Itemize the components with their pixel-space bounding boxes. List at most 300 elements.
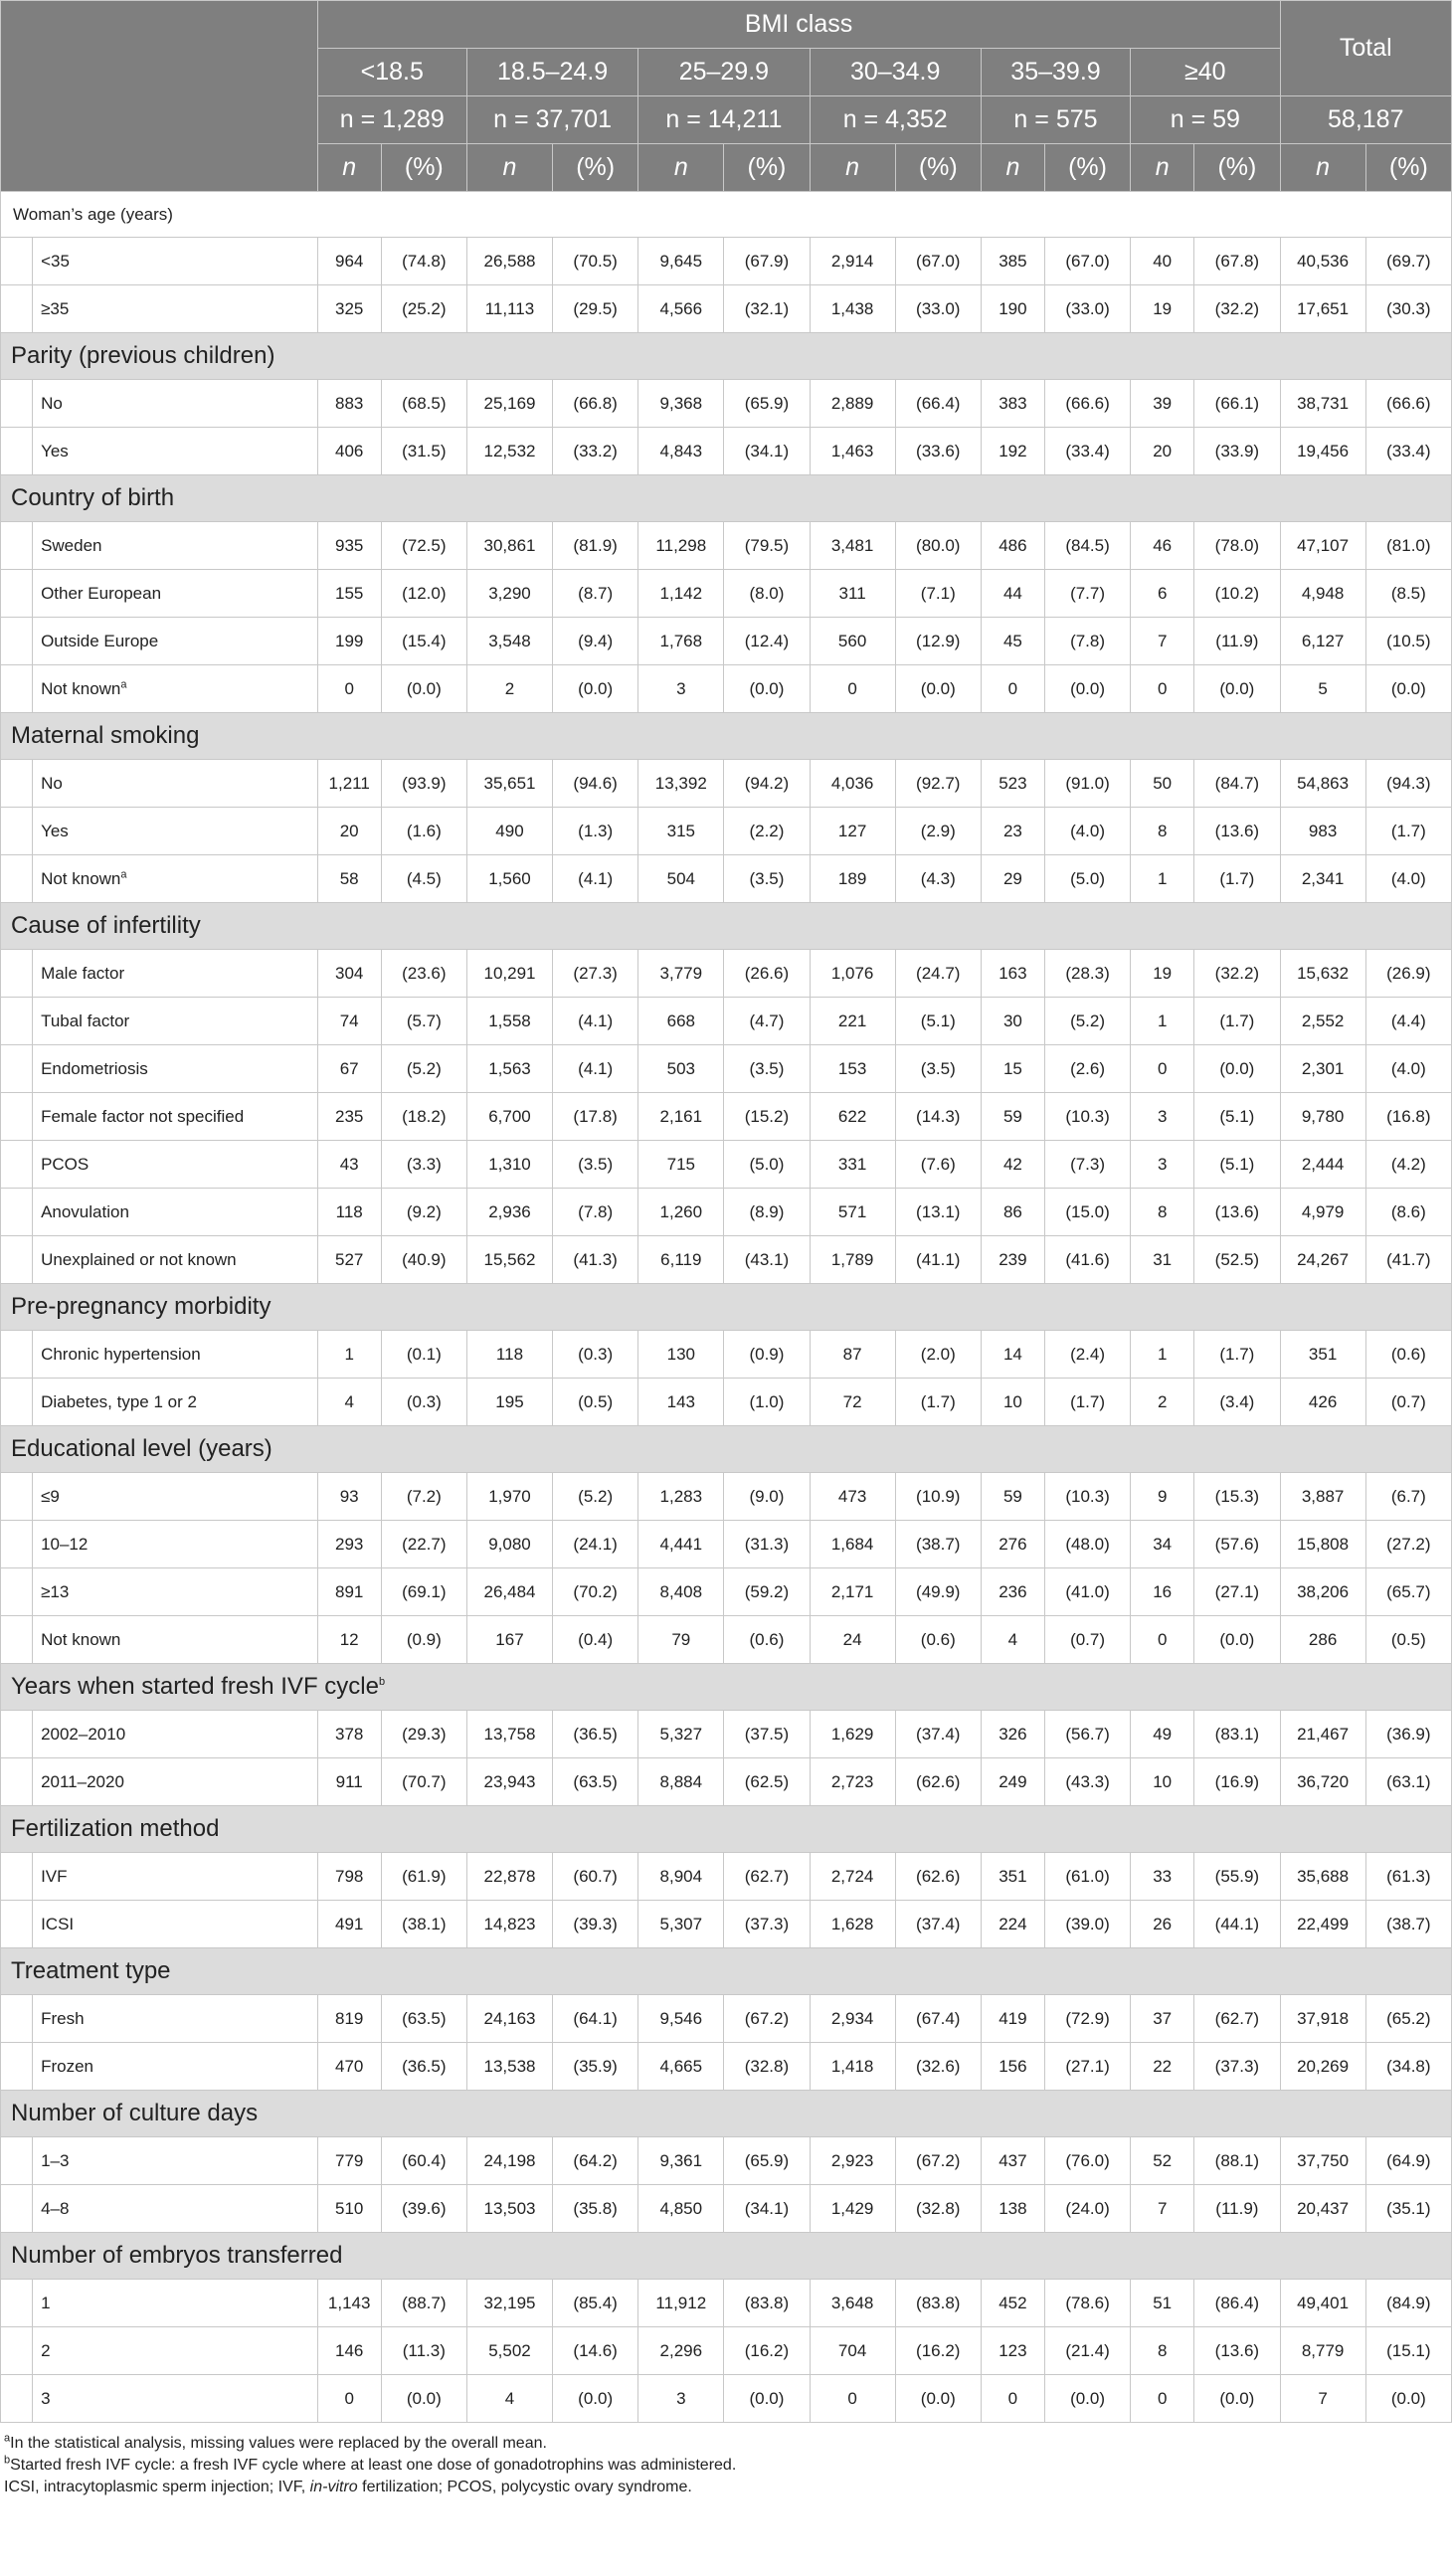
count-cell: 51 bbox=[1131, 2280, 1194, 2327]
percent-cell: (61.0) bbox=[1044, 1853, 1130, 1901]
indent-cell bbox=[1, 1568, 33, 1616]
count-cell: 46 bbox=[1131, 522, 1194, 570]
percent-cell: (1.7) bbox=[1194, 998, 1280, 1045]
percent-cell: (67.4) bbox=[895, 1995, 981, 2043]
percent-cell: (4.0) bbox=[1365, 1045, 1451, 1093]
percent-cell: (43.1) bbox=[724, 1236, 810, 1284]
indent-cell bbox=[1, 570, 33, 618]
table-row bbox=[1, 380, 1452, 428]
percent-cell: (0.0) bbox=[724, 2375, 810, 2423]
percent-cell: (15.2) bbox=[724, 1093, 810, 1141]
row-label-text: Female factor not specified bbox=[41, 1106, 245, 1126]
percent-cell: (65.7) bbox=[1365, 1568, 1451, 1616]
row-label bbox=[33, 1331, 318, 1379]
percent-cell: (1.7) bbox=[1365, 808, 1451, 855]
count-cell: 19 bbox=[1131, 285, 1194, 333]
percent-cell: (0.0) bbox=[381, 2375, 466, 2423]
percent-cell: (22.7) bbox=[381, 1521, 466, 1568]
percent-cell: (13.6) bbox=[1194, 2327, 1280, 2375]
percent-cell: (38.1) bbox=[381, 1901, 466, 1948]
count-cell: 2,936 bbox=[466, 1189, 552, 1236]
percent-cell: (4.0) bbox=[1365, 855, 1451, 903]
percent-cell: (81.9) bbox=[553, 522, 638, 570]
count-cell: 715 bbox=[638, 1141, 724, 1189]
count-cell: 798 bbox=[317, 1853, 381, 1901]
percent-cell: (28.3) bbox=[1044, 950, 1130, 998]
percent-cell: (66.6) bbox=[1365, 380, 1451, 428]
percent-cell: (0.4) bbox=[553, 1616, 638, 1664]
count-cell: 983 bbox=[1280, 808, 1365, 855]
percent-cell: (5.0) bbox=[1044, 855, 1130, 903]
percent-cell: (13.6) bbox=[1194, 808, 1280, 855]
percent-cell: (4.0) bbox=[1044, 808, 1130, 855]
percent-cell: (0.0) bbox=[1044, 2375, 1130, 2423]
count-cell: 37,750 bbox=[1280, 2137, 1365, 2185]
percent-cell: (60.4) bbox=[381, 2137, 466, 2185]
count-cell: 490 bbox=[466, 808, 552, 855]
percent-cell: (4.7) bbox=[724, 998, 810, 1045]
count-cell: 20,269 bbox=[1280, 2043, 1365, 2091]
percent-cell: (16.2) bbox=[895, 2327, 981, 2375]
row-label-text: ≤9 bbox=[41, 1486, 60, 1506]
row-label-text: 2 bbox=[41, 2340, 51, 2360]
count-cell: 4,843 bbox=[638, 428, 724, 475]
row-label-text: 10–12 bbox=[41, 1534, 89, 1554]
percent-cell: (33.9) bbox=[1194, 428, 1280, 475]
percent-cell: (10.3) bbox=[1044, 1093, 1130, 1141]
count-cell: 8,779 bbox=[1280, 2327, 1365, 2375]
n-col-header: n bbox=[981, 144, 1044, 192]
percent-cell: (49.9) bbox=[895, 1568, 981, 1616]
count-cell: 2,934 bbox=[810, 1995, 895, 2043]
percent-cell: (0.9) bbox=[724, 1331, 810, 1379]
count-cell: 123 bbox=[981, 2327, 1044, 2375]
table-row bbox=[1, 1711, 1452, 1758]
count-cell: 3 bbox=[1131, 1093, 1194, 1141]
percent-cell: (67.2) bbox=[895, 2137, 981, 2185]
table-row bbox=[1, 428, 1452, 475]
count-cell: 560 bbox=[810, 618, 895, 665]
count-cell: 510 bbox=[317, 2185, 381, 2233]
percent-cell: (91.0) bbox=[1044, 760, 1130, 808]
table-row bbox=[1, 2280, 1452, 2327]
percent-cell: (4.4) bbox=[1365, 998, 1451, 1045]
percent-cell: (43.3) bbox=[1044, 1758, 1130, 1806]
indent-cell bbox=[1, 1758, 33, 1806]
row-label bbox=[33, 1995, 318, 2043]
percent-cell: (2.6) bbox=[1044, 1045, 1130, 1093]
percent-cell: (1.7) bbox=[1194, 855, 1280, 903]
count-cell: 11,113 bbox=[466, 285, 552, 333]
count-cell: 93 bbox=[317, 1473, 381, 1521]
count-cell: 527 bbox=[317, 1236, 381, 1284]
percent-cell: (83.1) bbox=[1194, 1711, 1280, 1758]
indent-cell bbox=[1, 950, 33, 998]
count-cell: 24 bbox=[810, 1616, 895, 1664]
percent-cell: (27.1) bbox=[1044, 2043, 1130, 2091]
count-cell: 964 bbox=[317, 238, 381, 285]
count-cell: 3,290 bbox=[466, 570, 552, 618]
percent-cell: (16.8) bbox=[1365, 1093, 1451, 1141]
count-cell: 35,651 bbox=[466, 760, 552, 808]
percent-cell: (84.7) bbox=[1194, 760, 1280, 808]
percent-cell: (41.1) bbox=[895, 1236, 981, 1284]
section-header bbox=[1, 713, 1452, 760]
table-row bbox=[1, 1473, 1452, 1521]
section-header bbox=[1, 475, 1452, 522]
percent-cell: (93.9) bbox=[381, 760, 466, 808]
percent-cell: (1.7) bbox=[895, 1379, 981, 1426]
count-cell: 221 bbox=[810, 998, 895, 1045]
count-cell: 87 bbox=[810, 1331, 895, 1379]
section-title bbox=[1, 1664, 1452, 1711]
count-cell: 26 bbox=[1131, 1901, 1194, 1948]
percent-cell: (7.3) bbox=[1044, 1141, 1130, 1189]
percent-cell: (66.8) bbox=[553, 380, 638, 428]
row-label bbox=[33, 1901, 318, 1948]
percent-cell: (0.0) bbox=[1194, 1045, 1280, 1093]
count-cell: 7 bbox=[1131, 2185, 1194, 2233]
percent-cell: (39.6) bbox=[381, 2185, 466, 2233]
count-cell: 9,780 bbox=[1280, 1093, 1365, 1141]
percent-cell: (62.5) bbox=[724, 1758, 810, 1806]
count-cell: 0 bbox=[317, 665, 381, 713]
percent-cell: (38.7) bbox=[895, 1521, 981, 1568]
percent-cell: (79.5) bbox=[724, 522, 810, 570]
n-col-header: n bbox=[638, 144, 724, 192]
indent-cell bbox=[1, 855, 33, 903]
percent-cell: (72.5) bbox=[381, 522, 466, 570]
table-row bbox=[1, 1758, 1452, 1806]
row-label-text: Anovulation bbox=[41, 1201, 129, 1221]
footnote-b: $^b$Started fresh IVF cycle: a fresh IVF cycle where at least one dose of gonadotrophins was administered. bbox=[4, 2454, 737, 2474]
table-row bbox=[1, 2043, 1452, 2091]
percent-cell: (83.8) bbox=[724, 2280, 810, 2327]
percent-cell: (34.1) bbox=[724, 2185, 810, 2233]
pct-col-header: (%) bbox=[1194, 144, 1280, 192]
count-cell: 452 bbox=[981, 2280, 1044, 2327]
section-title bbox=[1, 713, 1452, 760]
count-cell: 127 bbox=[810, 808, 895, 855]
section-header bbox=[1, 192, 1452, 238]
count-cell: 130 bbox=[638, 1331, 724, 1379]
table-row bbox=[1, 1901, 1452, 1948]
percent-cell: (36.9) bbox=[1365, 1711, 1451, 1758]
percent-cell: (0.5) bbox=[1365, 1616, 1451, 1664]
percent-cell: (2.9) bbox=[895, 808, 981, 855]
percent-cell: (94.6) bbox=[553, 760, 638, 808]
row-label bbox=[33, 1473, 318, 1521]
percent-cell: (10.9) bbox=[895, 1473, 981, 1521]
percent-cell: (67.2) bbox=[724, 1995, 810, 2043]
count-cell: 156 bbox=[981, 2043, 1044, 2091]
count-cell: 67 bbox=[317, 1045, 381, 1093]
footnote-mark: a bbox=[120, 677, 127, 690]
percent-cell: (33.6) bbox=[895, 428, 981, 475]
indent-cell bbox=[1, 1141, 33, 1189]
percent-cell: (23.6) bbox=[381, 950, 466, 998]
percent-cell: (0.0) bbox=[1194, 665, 1280, 713]
percent-cell: (0.0) bbox=[381, 665, 466, 713]
indent-cell bbox=[1, 2375, 33, 2423]
percent-cell: (0.0) bbox=[1194, 1616, 1280, 1664]
count-cell: 143 bbox=[638, 1379, 724, 1426]
row-label-text: 3 bbox=[41, 2388, 51, 2408]
count-cell: 54,863 bbox=[1280, 760, 1365, 808]
count-cell: 192 bbox=[981, 428, 1044, 475]
section-title-text: Educational level (years) bbox=[11, 1435, 272, 1462]
table-row bbox=[1, 1045, 1452, 1093]
count-cell: 236 bbox=[981, 1568, 1044, 1616]
row-label-text: ≥13 bbox=[41, 1581, 70, 1601]
count-cell: 1,768 bbox=[638, 618, 724, 665]
count-cell: 4 bbox=[981, 1616, 1044, 1664]
count-cell: 3 bbox=[638, 665, 724, 713]
percent-cell: (63.5) bbox=[381, 1995, 466, 2043]
percent-cell: (66.1) bbox=[1194, 380, 1280, 428]
row-label bbox=[33, 1236, 318, 1284]
section-title bbox=[1, 475, 1452, 522]
count-cell: 33 bbox=[1131, 1853, 1194, 1901]
count-cell: 15,562 bbox=[466, 1236, 552, 1284]
percent-cell: (21.4) bbox=[1044, 2327, 1130, 2375]
percent-cell: (41.0) bbox=[1044, 1568, 1130, 1616]
percent-cell: (18.2) bbox=[381, 1093, 466, 1141]
count-cell: 1,142 bbox=[638, 570, 724, 618]
count-cell: 58 bbox=[317, 855, 381, 903]
table-row bbox=[1, 1616, 1452, 1664]
count-cell: 8 bbox=[1131, 808, 1194, 855]
row-label bbox=[33, 1093, 318, 1141]
section-title-text: Parity (previous children) bbox=[11, 342, 275, 369]
percent-cell: (24.0) bbox=[1044, 2185, 1130, 2233]
count-cell: 383 bbox=[981, 380, 1044, 428]
percent-cell: (7.8) bbox=[1044, 618, 1130, 665]
count-cell: 35,688 bbox=[1280, 1853, 1365, 1901]
bmi-class-title: BMI class bbox=[317, 1, 1280, 49]
percent-cell: (0.6) bbox=[895, 1616, 981, 1664]
count-cell: 10,291 bbox=[466, 950, 552, 998]
percent-cell: (62.7) bbox=[1194, 1995, 1280, 2043]
count-cell: 195 bbox=[466, 1379, 552, 1426]
percent-cell: (32.1) bbox=[724, 285, 810, 333]
percent-cell: (39.3) bbox=[553, 1901, 638, 1948]
percent-cell: (66.6) bbox=[1044, 380, 1130, 428]
count-cell: 276 bbox=[981, 1521, 1044, 1568]
count-cell: 1,563 bbox=[466, 1045, 552, 1093]
count-cell: 32,195 bbox=[466, 2280, 552, 2327]
bmi-class-label: 35–39.9 bbox=[981, 49, 1130, 96]
percent-cell: (3.4) bbox=[1194, 1379, 1280, 1426]
percent-cell: (14.3) bbox=[895, 1093, 981, 1141]
indent-cell bbox=[1, 428, 33, 475]
table-row bbox=[1, 950, 1452, 998]
percent-cell: (0.6) bbox=[1365, 1331, 1451, 1379]
percent-cell: (76.0) bbox=[1044, 2137, 1130, 2185]
count-cell: 2,444 bbox=[1280, 1141, 1365, 1189]
indent-cell bbox=[1, 1995, 33, 2043]
percent-cell: (31.3) bbox=[724, 1521, 810, 1568]
count-cell: 6,700 bbox=[466, 1093, 552, 1141]
count-cell: 189 bbox=[810, 855, 895, 903]
count-cell: 239 bbox=[981, 1236, 1044, 1284]
count-cell: 24,198 bbox=[466, 2137, 552, 2185]
section-title bbox=[1, 333, 1452, 380]
percent-cell: (61.3) bbox=[1365, 1853, 1451, 1901]
percent-cell: (12.9) bbox=[895, 618, 981, 665]
indent-cell bbox=[1, 380, 33, 428]
section-header bbox=[1, 2233, 1452, 2280]
count-cell: 26,588 bbox=[466, 238, 552, 285]
count-cell: 44 bbox=[981, 570, 1044, 618]
percent-cell: (7.7) bbox=[1044, 570, 1130, 618]
count-cell: 155 bbox=[317, 570, 381, 618]
count-cell: 378 bbox=[317, 1711, 381, 1758]
count-cell: 15,632 bbox=[1280, 950, 1365, 998]
percent-cell: (29.5) bbox=[553, 285, 638, 333]
row-label-text: Chronic hypertension bbox=[41, 1344, 201, 1364]
percent-cell: (67.9) bbox=[724, 238, 810, 285]
count-cell: 5,307 bbox=[638, 1901, 724, 1948]
table-row bbox=[1, 1141, 1452, 1189]
count-cell: 23,943 bbox=[466, 1758, 552, 1806]
pct-col-header: (%) bbox=[553, 144, 638, 192]
count-cell: 19,456 bbox=[1280, 428, 1365, 475]
count-cell: 20 bbox=[317, 808, 381, 855]
percent-cell: (12.4) bbox=[724, 618, 810, 665]
count-cell: 17,651 bbox=[1280, 285, 1365, 333]
row-label bbox=[33, 2043, 318, 2091]
table-row bbox=[1, 618, 1452, 665]
count-cell: 1 bbox=[1131, 855, 1194, 903]
section-header bbox=[1, 1426, 1452, 1473]
percent-cell: (0.7) bbox=[1365, 1379, 1451, 1426]
count-cell: 30 bbox=[981, 998, 1044, 1045]
percent-cell: (8.6) bbox=[1365, 1189, 1451, 1236]
bmi-class-n: n = 37,701 bbox=[466, 96, 637, 144]
count-cell: 8 bbox=[1131, 1189, 1194, 1236]
indent-cell bbox=[1, 1045, 33, 1093]
count-cell: 622 bbox=[810, 1093, 895, 1141]
row-label bbox=[33, 238, 318, 285]
percent-cell: (0.1) bbox=[381, 1331, 466, 1379]
n-col-header: n bbox=[1280, 144, 1365, 192]
count-cell: 16 bbox=[1131, 1568, 1194, 1616]
table-row bbox=[1, 285, 1452, 333]
percent-cell: (84.5) bbox=[1044, 522, 1130, 570]
percent-cell: (33.0) bbox=[895, 285, 981, 333]
count-cell: 1,970 bbox=[466, 1473, 552, 1521]
section-header bbox=[1, 1664, 1452, 1711]
count-cell: 21,467 bbox=[1280, 1711, 1365, 1758]
count-cell: 224 bbox=[981, 1901, 1044, 1948]
count-cell: 779 bbox=[317, 2137, 381, 2185]
count-cell: 1,560 bbox=[466, 855, 552, 903]
percent-cell: (5.7) bbox=[381, 998, 466, 1045]
percent-cell: (15.4) bbox=[381, 618, 466, 665]
row-label bbox=[33, 2280, 318, 2327]
percent-cell: (80.0) bbox=[895, 522, 981, 570]
table-row bbox=[1, 1853, 1452, 1901]
percent-cell: (66.4) bbox=[895, 380, 981, 428]
percent-cell: (9.2) bbox=[381, 1189, 466, 1236]
count-cell: 1,260 bbox=[638, 1189, 724, 1236]
bmi-class-label: 25–29.9 bbox=[638, 49, 810, 96]
table-row bbox=[1, 1379, 1452, 1426]
percent-cell: (7.6) bbox=[895, 1141, 981, 1189]
count-cell: 45 bbox=[981, 618, 1044, 665]
count-cell: 1,558 bbox=[466, 998, 552, 1045]
count-cell: 9,546 bbox=[638, 1995, 724, 2043]
pct-col-header: (%) bbox=[381, 144, 466, 192]
indent-cell bbox=[1, 522, 33, 570]
row-label bbox=[33, 760, 318, 808]
count-cell: 426 bbox=[1280, 1379, 1365, 1426]
table-row bbox=[1, 998, 1452, 1045]
count-cell: 473 bbox=[810, 1473, 895, 1521]
count-cell: 8 bbox=[1131, 2327, 1194, 2375]
count-cell: 311 bbox=[810, 570, 895, 618]
percent-cell: (7.1) bbox=[895, 570, 981, 618]
count-cell: 7 bbox=[1131, 618, 1194, 665]
count-cell: 486 bbox=[981, 522, 1044, 570]
n-col-header: n bbox=[1131, 144, 1194, 192]
percent-cell: (10.2) bbox=[1194, 570, 1280, 618]
count-cell: 167 bbox=[466, 1616, 552, 1664]
percent-cell: (37.4) bbox=[895, 1901, 981, 1948]
count-cell: 470 bbox=[317, 2043, 381, 2091]
percent-cell: (36.5) bbox=[381, 2043, 466, 2091]
percent-cell: (67.8) bbox=[1194, 238, 1280, 285]
count-cell: 25,169 bbox=[466, 380, 552, 428]
count-cell: 13,503 bbox=[466, 2185, 552, 2233]
percent-cell: (27.2) bbox=[1365, 1521, 1451, 1568]
table-row bbox=[1, 1995, 1452, 2043]
section-title-text: Number of culture days bbox=[11, 2100, 259, 2126]
count-cell: 503 bbox=[638, 1045, 724, 1093]
count-cell: 30,861 bbox=[466, 522, 552, 570]
percent-cell: (69.1) bbox=[381, 1568, 466, 1616]
count-cell: 20 bbox=[1131, 428, 1194, 475]
percent-cell: (2.0) bbox=[895, 1331, 981, 1379]
count-cell: 7 bbox=[1280, 2375, 1365, 2423]
bmi-class-label: ≥40 bbox=[1131, 49, 1280, 96]
percent-cell: (0.0) bbox=[553, 665, 638, 713]
count-cell: 29 bbox=[981, 855, 1044, 903]
percent-cell: (27.1) bbox=[1194, 1568, 1280, 1616]
percent-cell: (2.2) bbox=[724, 808, 810, 855]
percent-cell: (16.2) bbox=[724, 2327, 810, 2375]
percent-cell: (4.5) bbox=[381, 855, 466, 903]
count-cell: 2,296 bbox=[638, 2327, 724, 2375]
percent-cell: (68.5) bbox=[381, 380, 466, 428]
percent-cell: (34.8) bbox=[1365, 2043, 1451, 2091]
count-cell: 86 bbox=[981, 1189, 1044, 1236]
row-label-text: 1 bbox=[41, 2293, 51, 2312]
percent-cell: (85.4) bbox=[553, 2280, 638, 2327]
count-cell: 42 bbox=[981, 1141, 1044, 1189]
row-label bbox=[33, 1141, 318, 1189]
indent-cell bbox=[1, 1093, 33, 1141]
indent-cell bbox=[1, 760, 33, 808]
row-label-text: ≥35 bbox=[41, 298, 70, 318]
count-cell: 419 bbox=[981, 1995, 1044, 2043]
count-cell: 52 bbox=[1131, 2137, 1194, 2185]
row-label bbox=[33, 665, 318, 713]
indent-cell bbox=[1, 2185, 33, 2233]
count-cell: 2,723 bbox=[810, 1758, 895, 1806]
percent-cell: (17.8) bbox=[553, 1093, 638, 1141]
